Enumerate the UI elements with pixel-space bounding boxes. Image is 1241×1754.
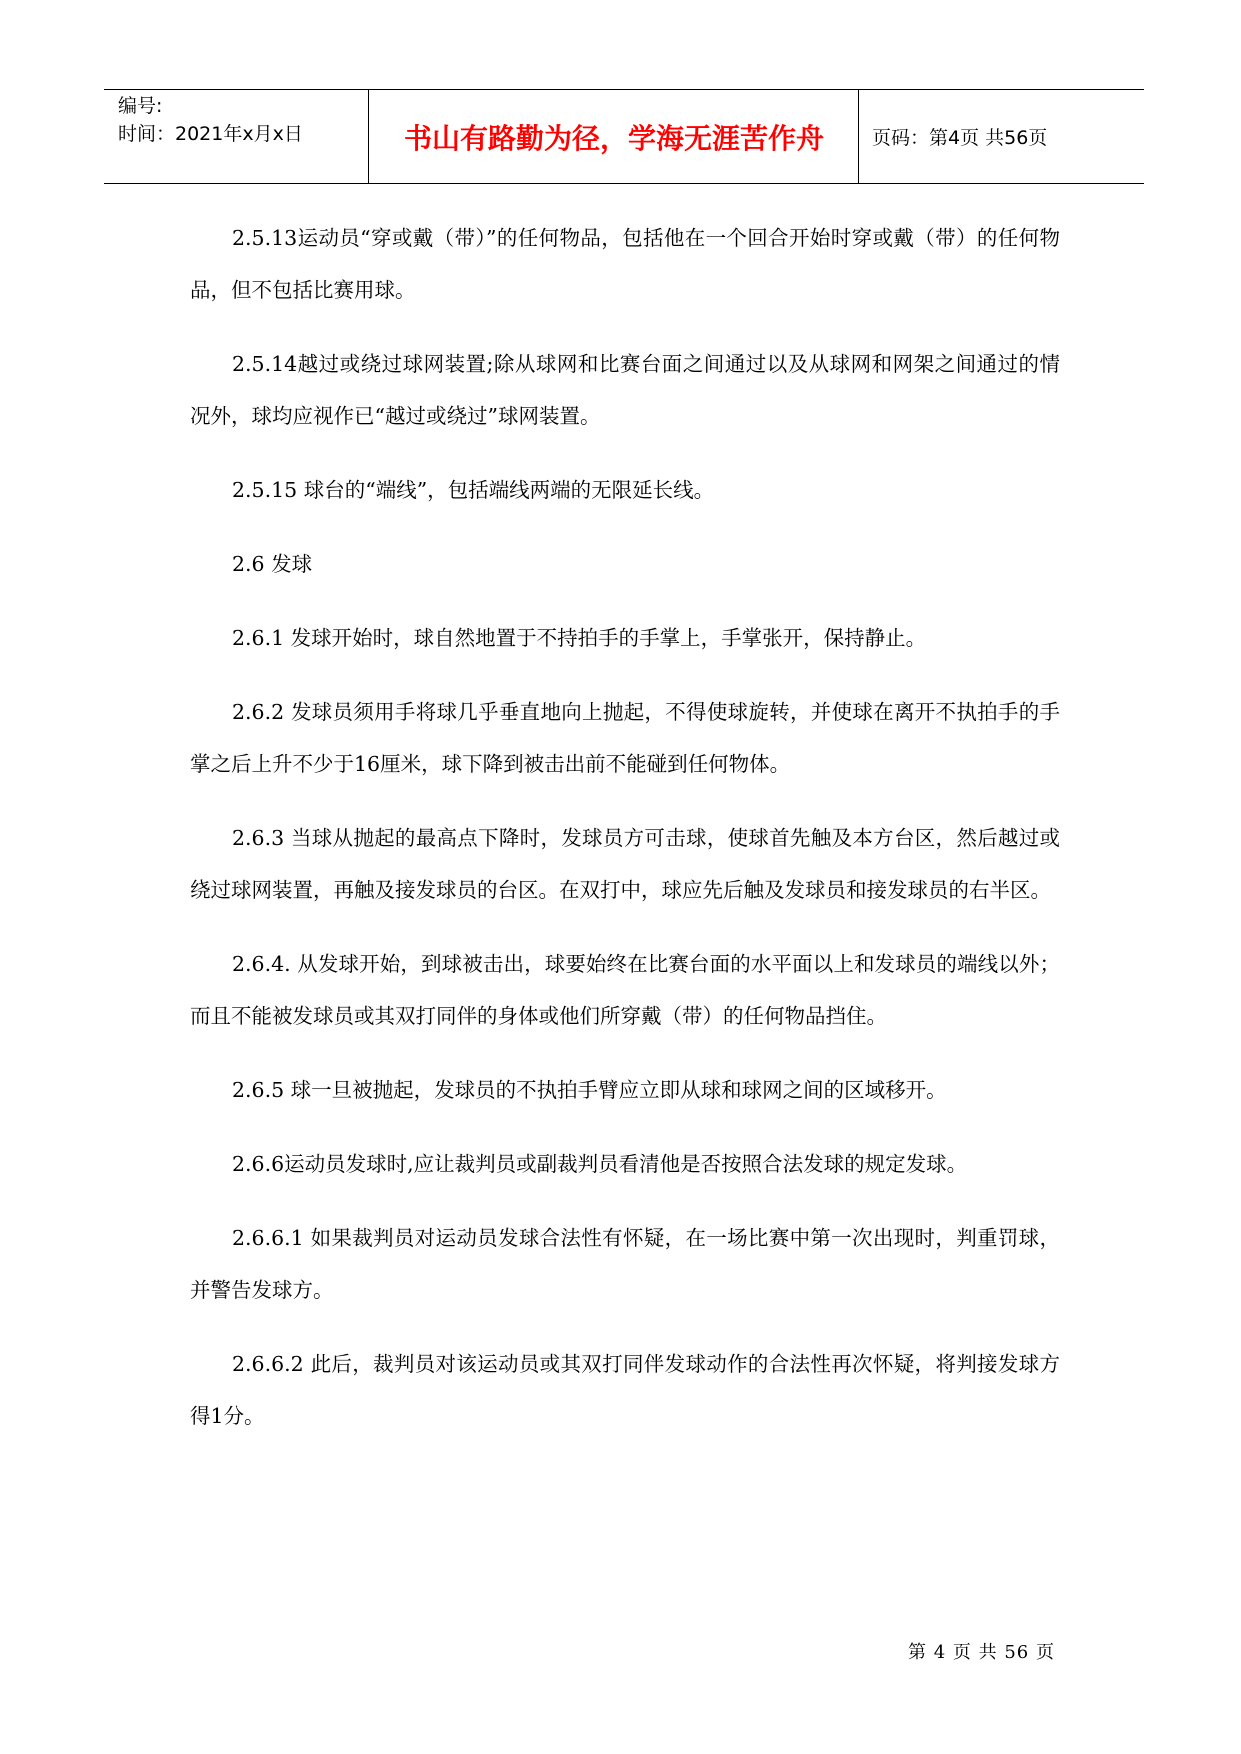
- paragraph-2-5-14: 2.5.14越过或绕过球网装置;除从球网和比赛台面之间通过以及从球网和网架之间通过的情况外，球均应视作已“越过或绕过”球网装置。: [190, 352, 1060, 428]
- document-number-label: 编号:: [118, 95, 163, 117]
- paragraph-2-6-6-2: 2.6.6.2 此后，裁判员对该运动员或其双打同伴发球动作的合法性再次怀疑，将判接发球方得1分。: [190, 1352, 1060, 1428]
- paragraph-2-5-13: 2.5.13运动员“穿或戴（带）”的任何物品，包括他在一个回合开始时穿或戴（带）的任何物品，但不包括比赛用球。: [190, 226, 1060, 302]
- document-time-label: 时间：2021年x月x日: [118, 123, 303, 145]
- page-header: [104, 89, 1144, 184]
- header-divider-right: [858, 90, 859, 183]
- paragraph-2-6-3: 2.6.3 当球从抛起的最高点下降时，发球员方可击球，使球首先触及本方台区，然后越过或绕过球网装置，再触及接发球员的台区。在双打中，球应先后触及发球员和接发球员的右半区。: [190, 826, 1060, 902]
- paragraph-2-6-2: 2.6.2 发球员须用手将球几乎垂直地向上抛起，不得使球旋转，并使球在离开不执拍手的手掌之后上升不少于16厘米，球下降到被击出前不能碰到任何物体。: [190, 700, 1060, 776]
- paragraph-2-6-1: 2.6.1 发球开始时，球自然地置于不持拍手的手掌上，手掌张开，保持静止。: [232, 626, 927, 650]
- section-heading-2-6: 2.6 发球: [232, 552, 313, 576]
- paragraph-2-6-6: 2.6.6运动员发球时,应让裁判员或副裁判员看清他是否按照合法发球的规定发球。: [232, 1152, 968, 1176]
- paragraph-2-6-5: 2.6.5 球一旦被抛起，发球员的不执拍手臂应立即从球和球网之间的区域移开。: [232, 1078, 947, 1102]
- page-footer-number: 第 4 页 共 56 页: [908, 1642, 1055, 1663]
- paragraph-2-5-15: 2.5.15 球台的“端线”，包括端线两端的无限延长线。: [232, 478, 715, 502]
- header-motto: 书山有路勤为径，学海无涯苦作舟: [403, 121, 824, 155]
- paragraph-2-6-4: 2.6.4. 从发球开始，到球被击出，球要始终在比赛台面的水平面以上和发球员的端线以外；而且不能被发球员或其双打同伴的身体或他们所穿戴（带）的任何物品挡住。: [190, 952, 1060, 1028]
- paragraph-2-6-6-1: 2.6.6.1 如果裁判员对运动员发球合法性有怀疑，在一场比赛中第一次出现时，判重罚球，并警告发球方。: [190, 1226, 1060, 1302]
- document-body: [190, 212, 1060, 1464]
- header-page-info: 页码：第4页 共56页: [872, 127, 1048, 149]
- header-divider-left: [368, 90, 369, 183]
- header-left-block: [118, 92, 303, 148]
